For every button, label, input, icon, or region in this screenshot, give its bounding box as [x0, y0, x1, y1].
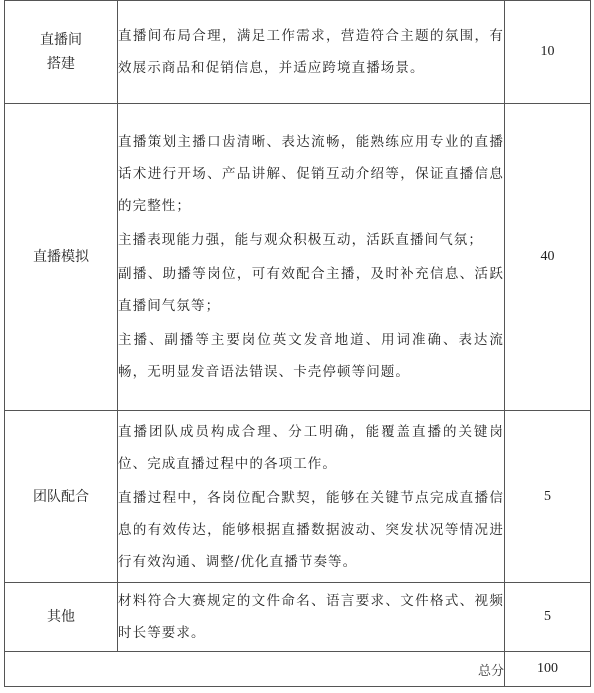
scoring-table — [4, 0, 591, 687]
score-cell: 5 — [505, 411, 591, 583]
table-row — [5, 104, 591, 411]
description-paragraph: 主播表现能力强，能与观众积极互动，活跃直播间气氛； — [118, 232, 483, 248]
table-row — [5, 1, 591, 104]
category-cell: 团队配合 — [5, 411, 118, 583]
score-cell: 5 — [505, 583, 591, 652]
category-cell: 其他 — [5, 583, 118, 652]
description-paragraph: 副播、助播等岗位，可有效配合主播，及时补充信息、活跃直播间气氛等； — [118, 266, 504, 314]
description-cell — [118, 411, 505, 583]
description-paragraph: 材料符合大赛规定的文件命名、语言要求、文件格式、视频时长等要求。 — [118, 593, 504, 641]
description-cell — [118, 1, 505, 104]
total-label: 总分 — [5, 652, 505, 687]
total-row — [5, 652, 591, 687]
description-paragraph: 直播过程中，各岗位配合默契，能够在关键节点完成直播信息的有效传达，能够根据直播数据波动、突发状况等情况进行有效沟通、调整/优化直播节奏等。 — [118, 489, 504, 570]
category-label-line2: 搭建 — [47, 56, 75, 72]
description-paragraph: 直播间布局合理，满足工作需求，营造符合主题的氛围，有效展示商品和促销信息，并适应跨境直播场景。 — [118, 28, 504, 76]
description-cell — [118, 104, 505, 411]
total-score: 100 — [505, 652, 591, 687]
description-cell — [118, 583, 505, 652]
score-cell: 10 — [505, 1, 591, 104]
category-cell — [5, 1, 118, 104]
table-row — [5, 411, 591, 583]
category-cell: 直播模拟 — [5, 104, 118, 411]
description-paragraph: 直播团队成员构成合理、分工明确，能覆盖直播的关键岗位、完成直播过程中的各项工作。 — [118, 423, 504, 472]
score-cell: 40 — [505, 104, 591, 411]
table-row — [5, 583, 591, 652]
description-paragraph: 主播、副播等主要岗位英文发音地道、用词准确、表达流畅，无明显发音语法错误、卡壳停顿等问题。 — [118, 332, 504, 380]
description-paragraph: 直播策划主播口齿清晰、表达流畅，能熟练应用专业的直播话术进行开场、产品讲解、促销互动介绍等，保证直播信息的完整性； — [118, 134, 504, 214]
category-label-line1: 直播间 — [40, 32, 82, 48]
